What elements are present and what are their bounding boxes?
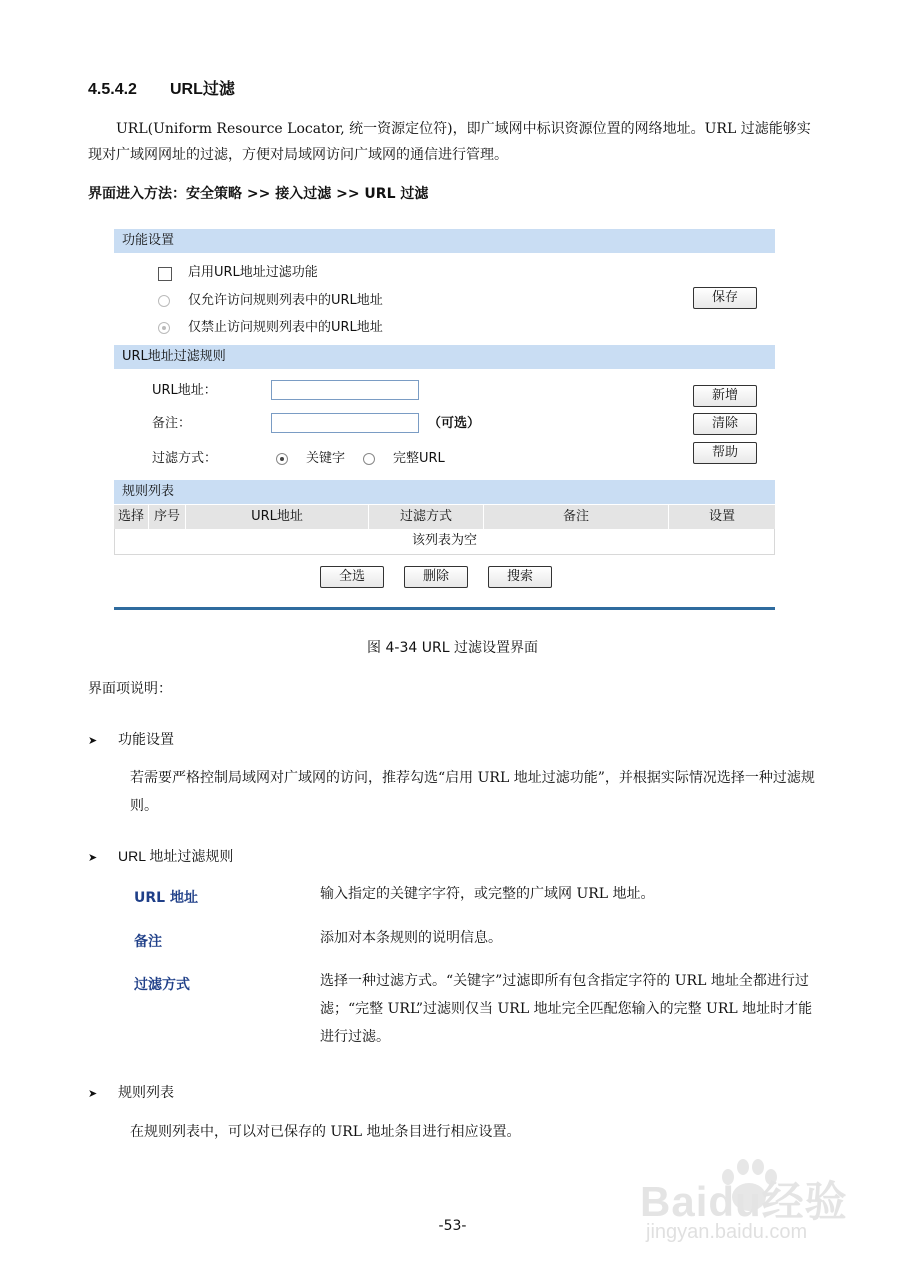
enable-url-filter-label: 启用URL地址过滤功能 bbox=[188, 265, 318, 280]
deny-only-label: 仅禁止访问规则列表中的URL地址 bbox=[188, 320, 383, 335]
intro-text: URL(Uniform Resource Locator, 统一资源定位符)，即广域网中标识资源位置的网络地址。URL 过滤能够实现对广域网网址的过滤，方便对局域网访问广域网的通信进行管理。 bbox=[88, 121, 811, 163]
filter-mode-label: 过滤方式： bbox=[152, 451, 218, 466]
note-input[interactable] bbox=[271, 413, 419, 433]
bullet-title: 规则列表 bbox=[118, 1085, 174, 1101]
select-all-button[interactable]: 全选 bbox=[320, 566, 384, 588]
bullet-function-settings bbox=[88, 729, 174, 749]
desc-note: 添加对本条规则的说明信息。 bbox=[320, 930, 502, 946]
allow-only-radio[interactable] bbox=[158, 295, 170, 307]
delete-button[interactable]: 删除 bbox=[404, 566, 468, 588]
baidu-jingyan-watermark bbox=[640, 1145, 855, 1250]
term-url-address: URL 地址 bbox=[134, 890, 198, 906]
save-button[interactable]: 保存 bbox=[693, 287, 757, 309]
empty-list-message: 该列表为空 bbox=[114, 529, 775, 555]
bullet-title: 功能设置 bbox=[118, 732, 174, 748]
arrow-bullet-icon: ➤ bbox=[88, 851, 98, 864]
intro-paragraph bbox=[88, 116, 816, 168]
section-heading bbox=[88, 76, 235, 99]
note-label: 备注： bbox=[152, 416, 192, 431]
enable-url-filter-checkbox[interactable] bbox=[158, 267, 172, 281]
col-settings: 设置 bbox=[708, 509, 735, 524]
bullet-url-rules bbox=[88, 846, 233, 866]
url-filter-panel bbox=[114, 229, 775, 610]
allow-only-label: 仅允许访问规则列表中的URL地址 bbox=[188, 293, 383, 308]
clear-button[interactable]: 清除 bbox=[693, 413, 757, 435]
optional-hint: （可选） bbox=[428, 416, 481, 431]
help-button[interactable]: 帮助 bbox=[693, 442, 757, 464]
desc-filter-mode: 选择一种过滤方式。“关键字”过滤即所有包含指定字符的 URL 地址全都进行过滤；“完整 URL”过滤则仅当 URL 地址完全匹配您输入的完整 URL 地址时才能进行过滤。 bbox=[320, 973, 813, 1045]
bullet-rule-list-text: 在规则列表中，可以对已保存的 URL 地址条目进行相应设置。 bbox=[130, 1124, 521, 1140]
full-url-radio[interactable] bbox=[363, 453, 375, 465]
url-address-label: URL地址： bbox=[152, 383, 217, 398]
url-address-input[interactable] bbox=[271, 380, 419, 400]
url-rules-header: URL地址过滤规则 bbox=[114, 345, 775, 369]
add-button[interactable]: 新增 bbox=[693, 385, 757, 407]
col-mode: 过滤方式 bbox=[369, 505, 484, 529]
bullet-title: URL 地址过滤规则 bbox=[118, 848, 234, 864]
term-filter-mode: 过滤方式 bbox=[134, 977, 190, 993]
arrow-bullet-icon: ➤ bbox=[88, 734, 98, 747]
section-number: 4.5.4.2 bbox=[88, 81, 137, 98]
desc-url-address: 输入指定的关键字字符，或完整的广域网 URL 地址。 bbox=[320, 886, 655, 902]
deny-only-radio[interactable] bbox=[158, 322, 170, 334]
col-url: URL地址 bbox=[186, 505, 369, 529]
search-button[interactable]: 搜索 bbox=[488, 566, 552, 588]
col-select: 选择 bbox=[114, 505, 149, 529]
full-url-label: 完整URL bbox=[393, 451, 445, 466]
bullet-function-text: 若需要严格控制局域网对广域网的访问，推荐勾选“启用 URL 地址过滤功能”，并根据实际情况选择一种过滤规则。 bbox=[130, 770, 815, 814]
term-note: 备注 bbox=[134, 934, 162, 950]
col-note: 备注 bbox=[484, 505, 669, 529]
watermark-site: jingyan.baidu.com bbox=[646, 1221, 808, 1243]
entry-path: 界面进入方法：安全策略 >> 接入过滤 >> URL 过滤 bbox=[88, 186, 429, 202]
function-settings-header: 功能设置 bbox=[114, 229, 775, 253]
keyword-label: 关键字 bbox=[306, 451, 346, 466]
rule-table-header bbox=[114, 505, 775, 529]
items-intro: 界面项说明： bbox=[88, 681, 172, 697]
watermark-brand: Baidu经验 bbox=[640, 1178, 848, 1225]
col-index: 序号 bbox=[149, 505, 186, 529]
bullet-rule-list bbox=[88, 1082, 174, 1102]
figure-caption: 图 4-34 URL 过滤设置界面 bbox=[367, 640, 538, 656]
rule-list-header: 规则列表 bbox=[114, 480, 775, 504]
section-title: URL过滤 bbox=[170, 81, 235, 98]
page-number: -53- bbox=[438, 1218, 467, 1234]
keyword-radio[interactable] bbox=[276, 453, 288, 465]
arrow-bullet-icon: ➤ bbox=[88, 1087, 98, 1100]
